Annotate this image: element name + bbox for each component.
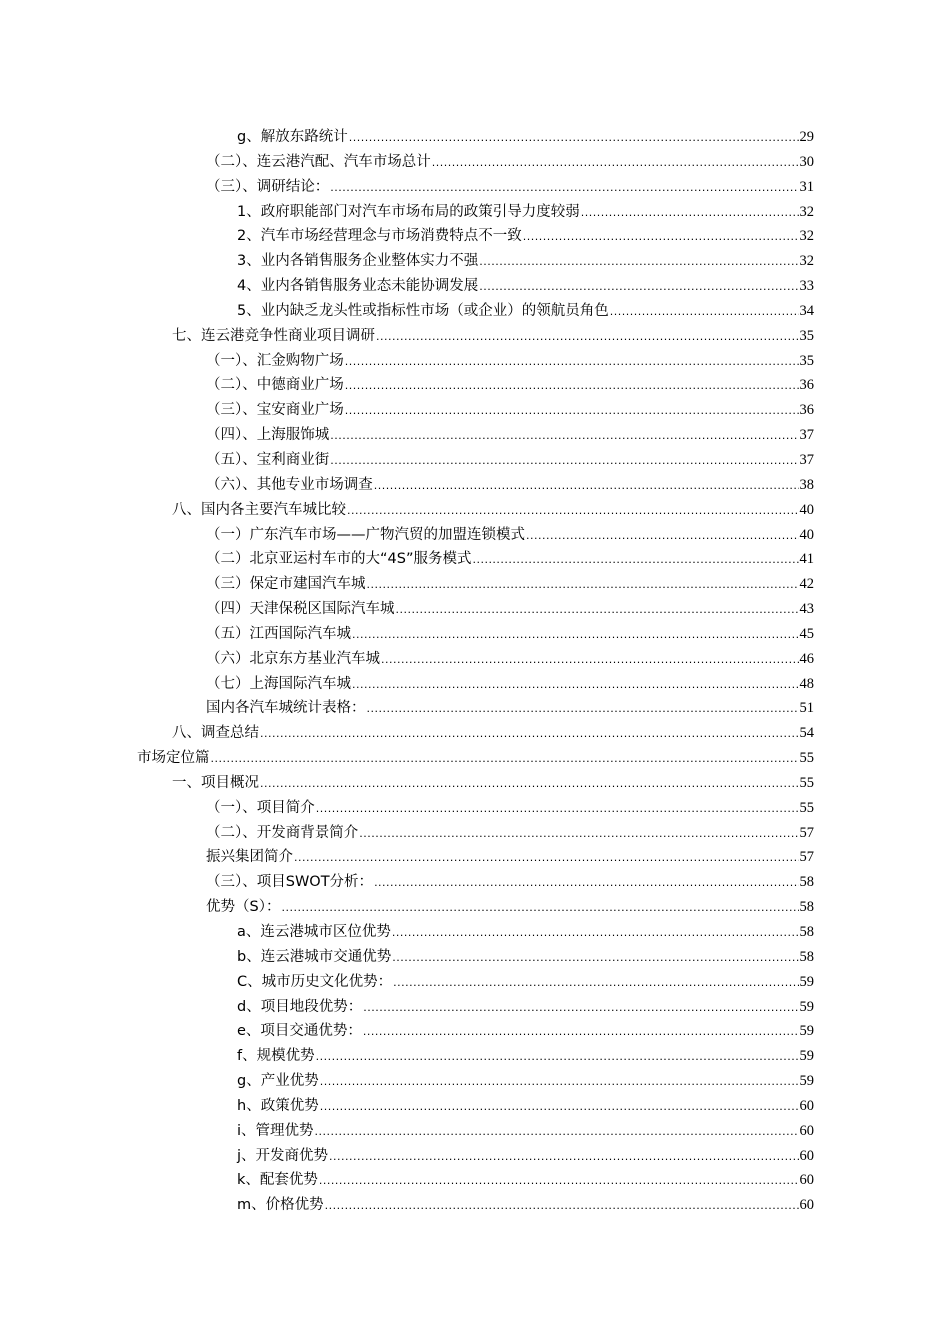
toc-entry-page-number: 36 bbox=[799, 402, 814, 419]
toc-entry-page-number: 32 bbox=[799, 228, 814, 245]
toc-entry-title: （一）广东汽车市场——广物汽贸的加盟连锁模式 bbox=[206, 526, 525, 543]
toc-entry[interactable] bbox=[0, 423, 950, 448]
toc-entry[interactable] bbox=[0, 1044, 950, 1069]
toc-entry-page-number: 60 bbox=[799, 1122, 814, 1139]
toc-entry-page-number: 36 bbox=[799, 377, 814, 394]
toc-entry[interactable] bbox=[0, 696, 950, 721]
toc-entry[interactable] bbox=[0, 398, 950, 423]
toc-entry-title: （四）、上海服饰城 bbox=[206, 427, 330, 444]
toc-entry-page-number: 35 bbox=[799, 327, 814, 344]
toc-entry[interactable] bbox=[0, 1168, 950, 1193]
toc-entry-title: （三）、调研结论： bbox=[206, 178, 330, 195]
toc-entry[interactable] bbox=[0, 1019, 950, 1044]
dot-leader bbox=[315, 1120, 799, 1145]
toc-entry[interactable] bbox=[0, 249, 950, 274]
toc-entry-title: （五）、宝利商业街 bbox=[206, 451, 330, 468]
dot-leader bbox=[392, 921, 799, 946]
toc-entry[interactable] bbox=[0, 523, 950, 548]
toc-entry-title: 2、汽车市场经营理念与市场消费特点不一致 bbox=[237, 228, 522, 245]
dot-leader bbox=[345, 399, 799, 424]
toc-entry[interactable] bbox=[0, 1193, 950, 1218]
dot-leader bbox=[320, 1070, 799, 1095]
dot-leader bbox=[610, 300, 799, 325]
dot-leader bbox=[352, 673, 799, 698]
toc-entry-page-number: 59 bbox=[799, 1048, 814, 1065]
toc-entry-title: （六）北京东方基业汽车城 bbox=[206, 650, 380, 667]
toc-entry[interactable] bbox=[0, 1094, 950, 1119]
dot-leader bbox=[432, 151, 799, 176]
dot-leader bbox=[260, 772, 799, 797]
toc-entry-title: 国内各汽车城统计表格： bbox=[206, 700, 366, 717]
dot-leader bbox=[526, 524, 799, 549]
toc-entry[interactable] bbox=[0, 547, 950, 572]
dot-leader bbox=[347, 499, 799, 524]
toc-entry-title: m、价格优势 bbox=[237, 1197, 324, 1214]
toc-entry[interactable] bbox=[0, 845, 950, 870]
toc-entry[interactable] bbox=[0, 448, 950, 473]
toc-entry[interactable] bbox=[0, 200, 950, 225]
toc-entry-page-number: 51 bbox=[799, 700, 814, 717]
toc-entry-page-number: 45 bbox=[799, 625, 814, 642]
toc-entry[interactable] bbox=[0, 870, 950, 895]
toc-entry[interactable] bbox=[0, 125, 950, 150]
dot-leader bbox=[260, 722, 799, 747]
toc-entry[interactable] bbox=[0, 920, 950, 945]
toc-entry-page-number: 38 bbox=[799, 476, 814, 493]
toc-entry-page-number: 35 bbox=[799, 352, 814, 369]
toc-entry[interactable] bbox=[0, 274, 950, 299]
toc-entry-page-number: 48 bbox=[799, 675, 814, 692]
toc-entry-title: f、规模优势 bbox=[237, 1048, 315, 1065]
dot-leader bbox=[325, 1194, 799, 1219]
toc-entry-page-number: 32 bbox=[799, 253, 814, 270]
toc-entry-title: a、连云港城市区位优势 bbox=[237, 924, 391, 940]
toc-entry-page-number: 60 bbox=[799, 1197, 814, 1214]
toc-entry-title: 振兴集团简介 bbox=[206, 849, 293, 866]
toc-entry-title: 市场定位篇 bbox=[137, 750, 210, 767]
toc-entry-page-number: 29 bbox=[799, 129, 814, 145]
dot-leader bbox=[316, 797, 799, 822]
dot-leader bbox=[345, 374, 799, 399]
toc-entry-page-number: 59 bbox=[799, 998, 814, 1015]
dot-leader bbox=[345, 350, 799, 375]
toc-entry[interactable] bbox=[0, 572, 950, 597]
toc-entry-title: i、管理优势 bbox=[237, 1122, 314, 1139]
toc-entry-page-number: 41 bbox=[799, 551, 814, 568]
dot-leader bbox=[294, 846, 799, 871]
toc-entry-page-number: 60 bbox=[799, 1097, 814, 1114]
toc-entry-title: 七、连云港竞争性商业项目调研 bbox=[172, 327, 375, 344]
dot-leader bbox=[281, 896, 798, 921]
dot-leader bbox=[329, 1145, 798, 1170]
dot-leader bbox=[392, 946, 798, 971]
toc-entry[interactable] bbox=[0, 324, 950, 349]
toc-entry[interactable] bbox=[0, 349, 950, 374]
toc-entry-page-number: 42 bbox=[799, 576, 814, 593]
toc-entry-title: d、项目地段优势： bbox=[237, 998, 363, 1015]
toc-entry[interactable] bbox=[0, 597, 950, 622]
toc-entry-page-number: 40 bbox=[799, 526, 814, 543]
dot-leader bbox=[359, 822, 798, 847]
toc-entry-page-number: 37 bbox=[799, 451, 814, 468]
toc-entry-title: 1、政府职能部门对汽车市场布局的政策引导力度较弱 bbox=[237, 203, 580, 220]
toc-entry[interactable] bbox=[0, 150, 950, 175]
toc-entry-title: b、连云港城市交通优势 bbox=[237, 948, 392, 965]
toc-entry-page-number: 40 bbox=[799, 501, 814, 518]
dot-leader bbox=[523, 225, 799, 250]
toc-entry-title: g、解放东路统计 bbox=[237, 129, 348, 145]
toc-entry[interactable] bbox=[0, 622, 950, 647]
dot-leader bbox=[367, 697, 799, 722]
toc-entry[interactable] bbox=[0, 721, 950, 746]
dot-leader bbox=[367, 573, 799, 598]
toc-entry[interactable] bbox=[0, 672, 950, 697]
toc-entry[interactable] bbox=[0, 821, 950, 846]
toc-entry[interactable] bbox=[0, 1144, 950, 1169]
dot-leader bbox=[381, 648, 799, 673]
toc-entry-title: 一、项目概况 bbox=[172, 774, 259, 791]
toc-entry-title: e、项目交通优势： bbox=[237, 1023, 362, 1040]
toc-entry[interactable] bbox=[0, 299, 950, 324]
toc-entry-title: （三）保定市建国汽车城 bbox=[206, 576, 366, 593]
dot-leader bbox=[363, 996, 798, 1021]
dot-leader bbox=[374, 871, 798, 896]
toc-entry-title: （二）北京亚运村车市的大“4S”服务模式 bbox=[206, 551, 472, 568]
toc-entry-title: （二）、连云港汽配、汽车市场总计 bbox=[206, 153, 431, 170]
dot-leader bbox=[479, 250, 798, 275]
toc-entry-title: （四）天津保税区国际汽车城 bbox=[206, 601, 395, 618]
toc-entry-page-number: 54 bbox=[799, 725, 814, 742]
toc-entry-title: 4、业内各销售服务业态未能协调发展 bbox=[237, 278, 479, 295]
toc-entry-page-number: 33 bbox=[799, 278, 814, 295]
toc-entry-title: C、城市历史文化优势： bbox=[237, 973, 393, 990]
toc-entry-page-number: 58 bbox=[799, 948, 814, 965]
toc-entry[interactable] bbox=[0, 1119, 950, 1144]
toc-entry-title: （二）、中德商业广场 bbox=[206, 377, 344, 394]
toc-entry-title: （五）江西国际汽车城 bbox=[206, 625, 351, 642]
toc-entry-page-number: 57 bbox=[799, 849, 814, 866]
toc-entry[interactable] bbox=[0, 373, 950, 398]
dot-leader bbox=[316, 1045, 799, 1070]
dot-leader bbox=[376, 325, 799, 350]
toc-entry-page-number: 60 bbox=[799, 1172, 814, 1189]
dot-leader bbox=[330, 176, 798, 201]
toc-entry-page-number: 43 bbox=[799, 601, 814, 618]
toc-entry-title: 3、业内各销售服务企业整体实力不强 bbox=[237, 253, 479, 270]
toc-entry-page-number: 32 bbox=[799, 203, 814, 220]
toc-entry-page-number: 58 bbox=[799, 874, 814, 891]
toc-entry-title: 5、业内缺乏龙头性或指标性市场（或企业）的领航员角色 bbox=[237, 302, 609, 319]
toc-entry-page-number: 34 bbox=[799, 302, 814, 319]
dot-leader bbox=[581, 201, 799, 226]
dot-leader bbox=[352, 623, 799, 648]
toc-entry-title: g、产业优势 bbox=[237, 1073, 319, 1090]
dot-leader bbox=[396, 598, 799, 623]
toc-entry-page-number: 30 bbox=[799, 153, 814, 170]
toc-entry[interactable] bbox=[0, 771, 950, 796]
toc-entry-page-number: 57 bbox=[799, 824, 814, 841]
dot-leader bbox=[472, 548, 798, 573]
toc-entry-title: （六）、其他专业市场调查 bbox=[206, 476, 373, 493]
toc-entry-page-number: 55 bbox=[799, 799, 814, 816]
toc-entry-title: （一）、项目简介 bbox=[206, 799, 315, 816]
toc-entry-page-number: 46 bbox=[799, 650, 814, 667]
toc-entry-page-number: 37 bbox=[799, 427, 814, 444]
toc-entry-page-number: 31 bbox=[799, 178, 814, 195]
toc-entry-page-number: 58 bbox=[799, 924, 814, 940]
toc-entry-page-number: 59 bbox=[799, 973, 814, 990]
toc-entry-title: （二）、开发商背景简介 bbox=[206, 824, 359, 841]
toc-entry-title: （三）、宝安商业广场 bbox=[206, 402, 344, 419]
toc-entry-title: （七）上海国际汽车城 bbox=[206, 675, 351, 692]
toc-entry-page-number: 60 bbox=[799, 1147, 814, 1164]
toc-entry[interactable] bbox=[0, 945, 950, 970]
dot-leader bbox=[393, 971, 798, 996]
dot-leader bbox=[374, 474, 799, 499]
toc-entry[interactable] bbox=[0, 746, 950, 771]
toc-entry[interactable] bbox=[0, 647, 950, 672]
table-of-contents bbox=[0, 125, 950, 1218]
toc-entry[interactable] bbox=[0, 224, 950, 249]
toc-entry[interactable] bbox=[0, 995, 950, 1020]
dot-leader bbox=[330, 449, 798, 474]
dot-leader bbox=[320, 1095, 799, 1120]
dot-leader bbox=[479, 275, 798, 300]
toc-entry[interactable] bbox=[0, 1069, 950, 1094]
dot-leader bbox=[330, 424, 798, 449]
toc-entry-page-number: 55 bbox=[799, 750, 814, 767]
dot-leader bbox=[319, 1169, 799, 1194]
toc-entry-title: k、配套优势 bbox=[237, 1172, 318, 1189]
toc-entry-title: （三）、项目SWOT分析： bbox=[206, 874, 374, 891]
toc-entry-title: h、政策优势 bbox=[237, 1097, 319, 1114]
toc-entry-title: 八、调查总结 bbox=[172, 725, 259, 742]
toc-entry[interactable] bbox=[0, 175, 950, 200]
toc-entry-title: 八、国内各主要汽车城比较 bbox=[172, 501, 346, 518]
dot-leader bbox=[211, 747, 799, 772]
toc-entry[interactable] bbox=[0, 473, 950, 498]
toc-entry-page-number: 59 bbox=[799, 1023, 814, 1040]
toc-entry-title: （一）、汇金购物广场 bbox=[206, 352, 344, 369]
toc-entry-page-number: 59 bbox=[799, 1073, 814, 1090]
toc-entry[interactable] bbox=[0, 895, 950, 920]
toc-entry-title: j、开发商优势 bbox=[237, 1147, 329, 1164]
toc-entry-page-number: 58 bbox=[799, 899, 814, 916]
toc-entry-page-number: 55 bbox=[799, 774, 814, 791]
toc-entry[interactable] bbox=[0, 970, 950, 995]
toc-entry[interactable] bbox=[0, 498, 950, 523]
dot-leader bbox=[363, 1020, 799, 1045]
dot-leader bbox=[349, 126, 799, 151]
toc-entry-title: 优势（S）： bbox=[206, 899, 281, 916]
toc-entry[interactable] bbox=[0, 796, 950, 821]
